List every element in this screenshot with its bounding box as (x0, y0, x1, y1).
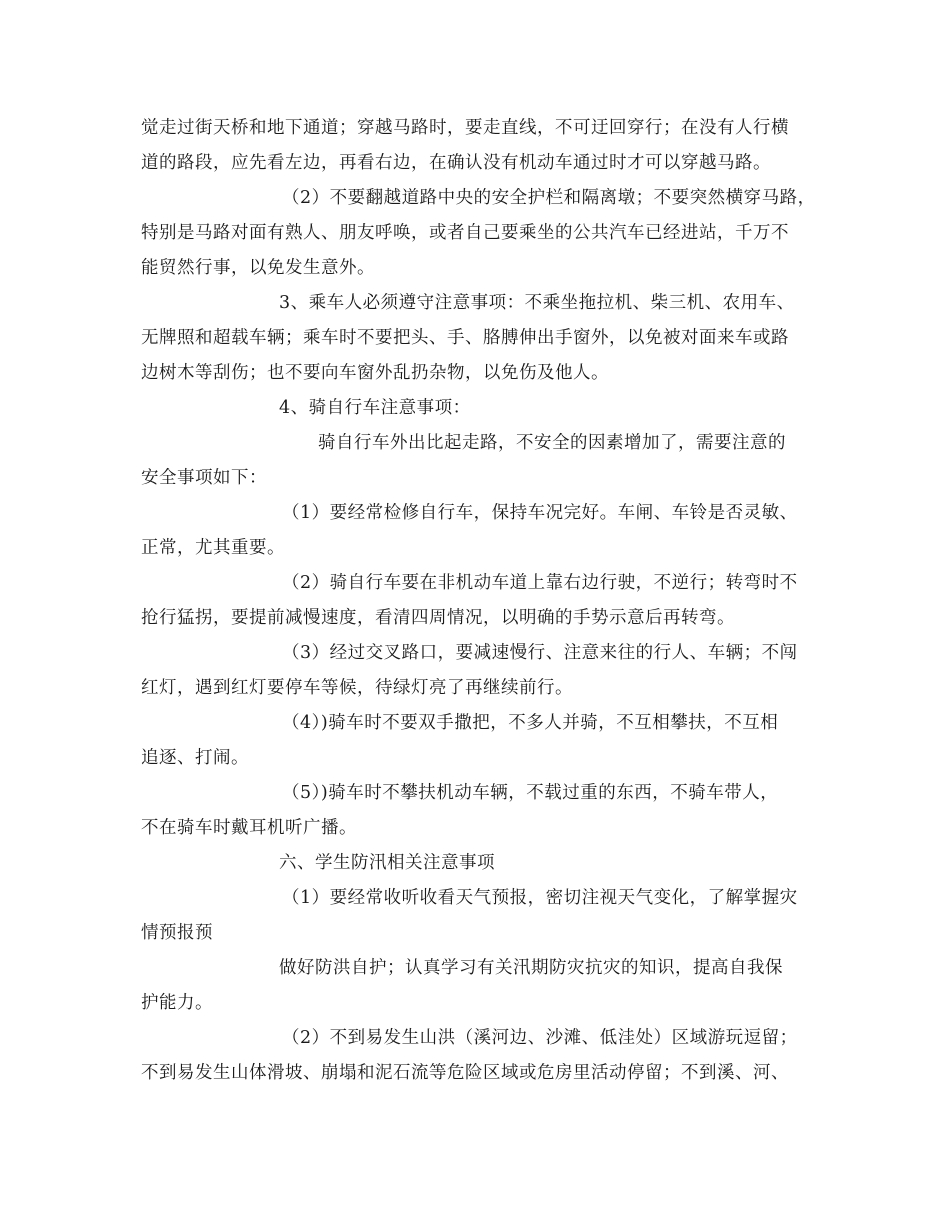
text-line: 3、乘车人必须遵守注意事项：不乘坐拖拉机、柴三机、农用车、 (279, 293, 795, 313)
text-line: 无牌照和超载车辆；乘车时不要把头、手、胳膊伸出手窗外，以免被对面来车或路 (141, 328, 789, 348)
text-line: （2）不要翻越道路中央的安全护栏和隔离墩；不要突然横穿马路， (282, 188, 816, 208)
text-line: 情预报预 (141, 923, 213, 943)
text-line: （1）要经常收听收看天气预报，密切注视天气变化，了解掌握灾 (282, 888, 798, 908)
text-line: 正常，尤其重要。 (141, 538, 285, 558)
text-line: 特别是马路对面有熟人、朋友呼唤，或者自己要乘坐的公共汽车已经进站，千万不 (141, 223, 789, 243)
text-line: 做好防洪自护；认真学习有关汛期防灾抗灾的知识，提高自我保 (279, 958, 783, 978)
text-line: 能贸然行事，以免发生意外。 (141, 258, 375, 278)
text-line: （3）经过交叉路口，要减速慢行、注意来往的行人、车辆；不闯 (282, 643, 798, 663)
text-line: 追逐、打闹。 (141, 748, 249, 768)
text-line: 护能力。 (141, 993, 213, 1013)
text-line: 觉走过街天桥和地下通道；穿越马路时，要走直线，不可迂回穿行；在没有人行横 (141, 118, 789, 138)
text-line: 骑自行车外出比起走路，不安全的因素增加了，需要注意的 (318, 433, 786, 453)
text-line: （2）不到易发生山洪（溪河边、沙滩、低洼处）区域游玩逗留； (282, 1028, 798, 1048)
text-line: 红灯，遇到红灯要停车等候，待绿灯亮了再继续前行。 (141, 678, 573, 698)
text-line: 不在骑车时戴耳机听广播。 (141, 818, 357, 838)
text-line: 道的路段，应先看左边，再看右边，在确认没有机动车通过时才可以穿越马路。 (141, 153, 771, 173)
text-line: （1）要经常检修自行车，保持车况完好。车闸、车铃是否灵敏、 (282, 503, 798, 523)
text-line: （4）)骑车时不要双手撒把，不多人并骑，不互相攀扶，不互相 (282, 713, 779, 733)
text-line: 不到易发生山体滑坡、崩塌和泥石流等危险区域或危房里活动停留；不到溪、河、 (141, 1063, 789, 1083)
text-line: （5）)骑车时不攀扶机动车辆，不载过重的东西，不骑车带人， (282, 783, 779, 803)
text-line: （2）骑自行车要在非机动车道上靠右边行驶，不逆行；转弯时不 (282, 573, 798, 593)
text-line: 六、学生防汛相关注意事项 (279, 853, 495, 873)
text-line: 安全事项如下： (141, 468, 267, 488)
text-line: 抢行猛拐，要提前减慢速度，看清四周情况，以明确的手势示意后再转弯。 (141, 608, 735, 628)
text-line: 4、骑自行车注意事项： (279, 398, 471, 418)
text-line: 边树木等刮伤；也不要向车窗外乱扔杂物，以免伤及他人。 (141, 363, 609, 383)
